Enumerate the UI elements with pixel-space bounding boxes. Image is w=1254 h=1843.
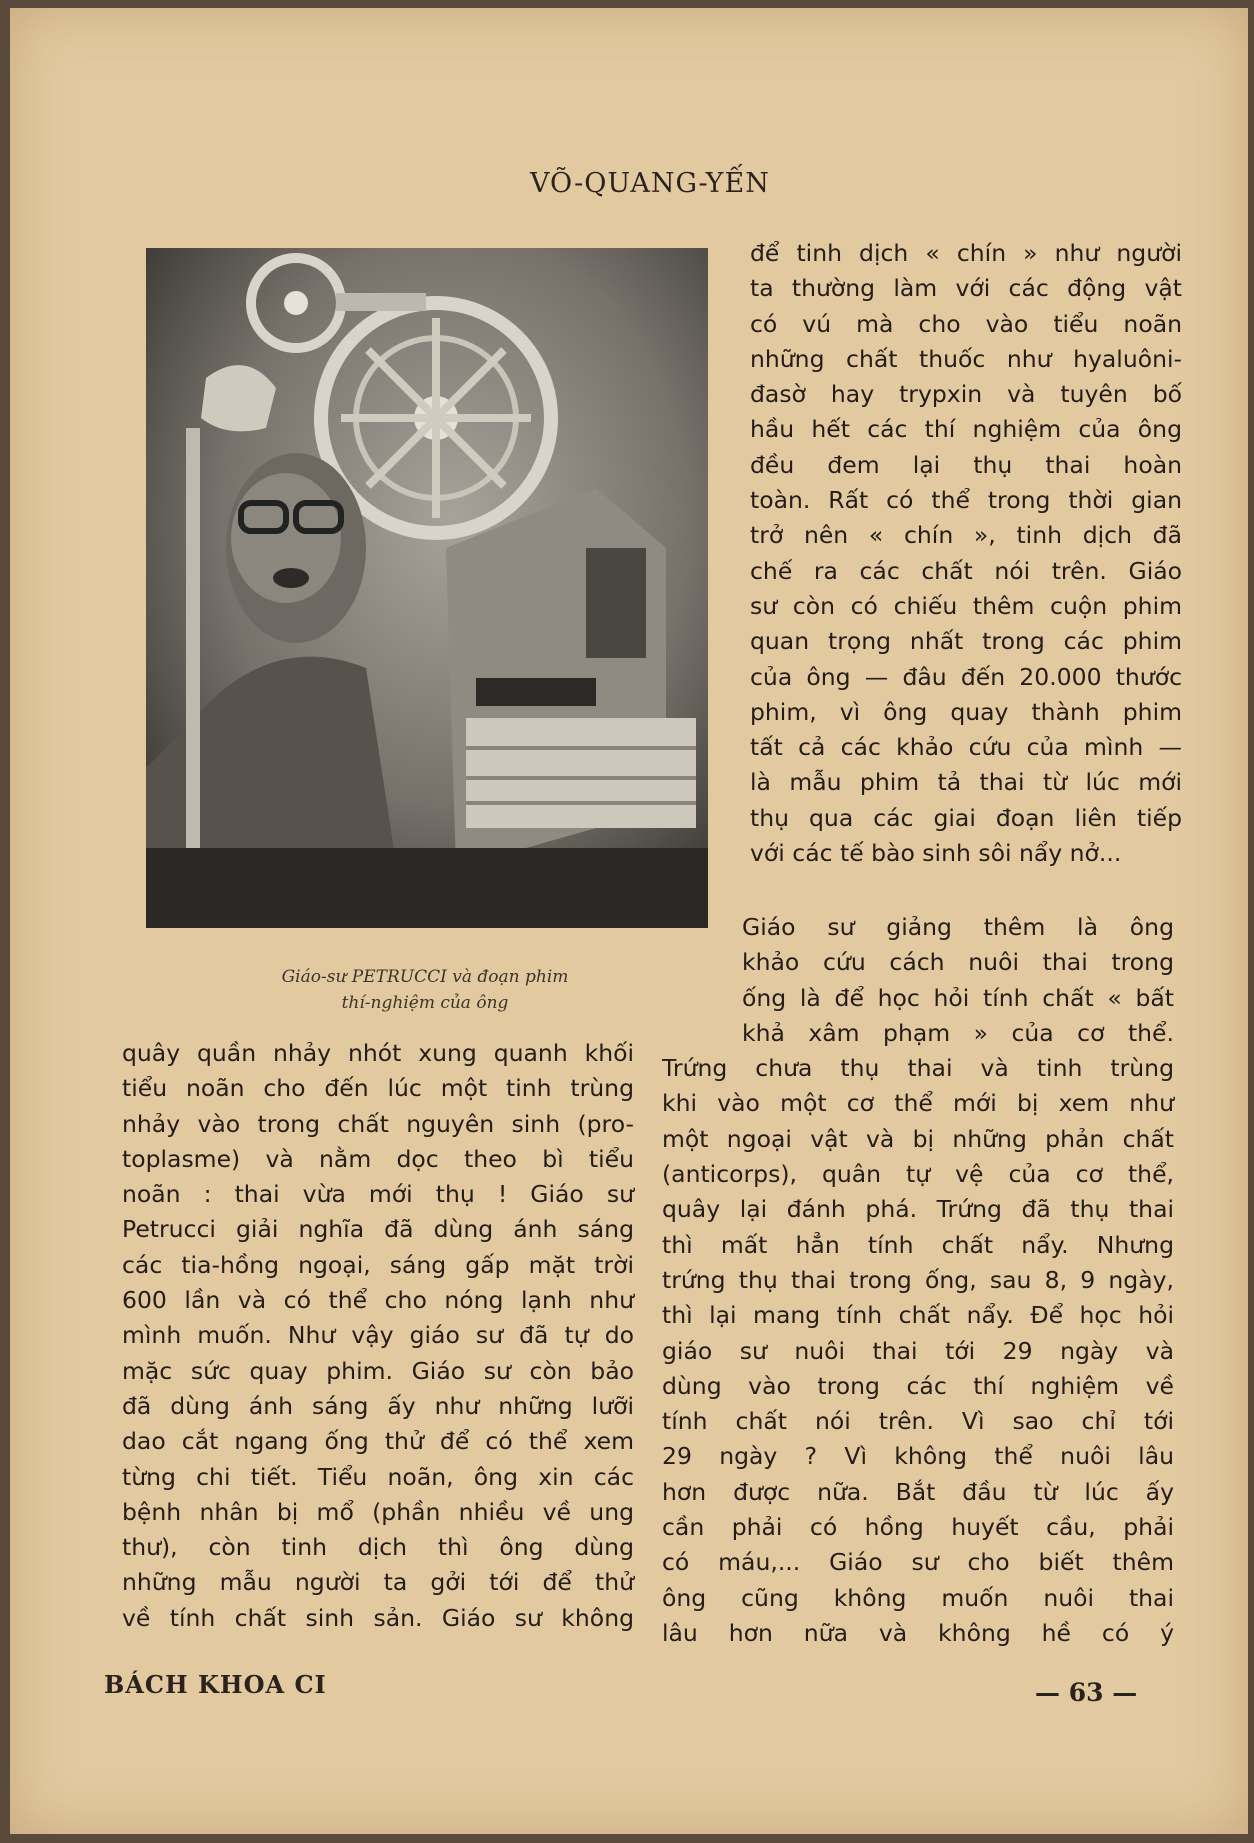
text-line: hầu hết các thí nghiệm của ông [750, 415, 1182, 444]
text-line: thụ qua các giai đoạn liên tiếp [750, 803, 1182, 832]
text-line: đã dùng ánh sáng ấy như những lưỡi [122, 1391, 634, 1420]
text-line: trứng thụ thai trong ống, sau 8, 9 ngày, [662, 1265, 1174, 1294]
magazine-name: BÁCH KHOA CI [104, 1670, 327, 1699]
text-line: dùng vào trong các thí nghiệm về [662, 1371, 1174, 1400]
text-line: noãn : thai vừa mới thụ ! Giáo sư [122, 1180, 634, 1209]
text-line: đều đem lại thụ thai hoàn [750, 450, 1182, 479]
text-line: thì lại mang tính chất nẩy. Để học hỏi [662, 1301, 1174, 1330]
text-line: khả xâm phạm » của cơ thể. [742, 1018, 1174, 1047]
text-line: về tính chất sinh sản. Giáo sư không [122, 1603, 634, 1632]
text-line: mặc sức quay phim. Giáo sư còn bảo [122, 1356, 634, 1385]
text-line: toàn. Rất có thể trong thời gian [750, 486, 1182, 515]
text-line: thì mất hẳn tính chất nẩy. Nhưng [662, 1230, 1174, 1259]
text-line: từng chi tiết. Tiểu noãn, ông xin các [122, 1462, 634, 1491]
text-line: là mẫu phim tả thai từ lúc mới [750, 768, 1182, 797]
text-line: dao cắt ngang ống thử để có thể xem [122, 1427, 634, 1456]
text-line: quây quần nhảy nhót xung quanh khối [122, 1039, 634, 1067]
text-line: giáo sư nuôi thai tới 29 ngày và [662, 1336, 1174, 1365]
text-line: Giáo sư giảng thêm là ông [742, 913, 1174, 941]
text-line: toplasme) và nằm dọc theo bì tiểu [122, 1144, 634, 1173]
text-line: quây lại đánh phá. Trứng đã thụ thai [662, 1195, 1174, 1224]
text-line: thư), còn tinh dịch thì ông dùng [122, 1533, 634, 1562]
text-line: để tinh dịch « chín » như người [750, 239, 1182, 267]
text-line: Petrucci giải nghĩa đã dùng ánh sáng [122, 1215, 634, 1244]
text-line: với các tế bào sinh sôi nẩy nở... [750, 839, 1122, 868]
text-line: các tia-hồng ngoại, sáng gấp mặt trời [122, 1250, 634, 1279]
caption-line: Giáo-sư PETRUCCI và đoạn phim [281, 967, 569, 987]
author-header: VÕ-QUANG-YẾN [530, 168, 770, 199]
text-line: 29 ngày ? Vì không thể nuôi lâu [662, 1442, 1174, 1471]
text-line: cần phải có hồng huyết cầu, phải [662, 1513, 1174, 1542]
column-left-bottom [122, 1036, 634, 1636]
text-line: trở nên « chín », tinh dịch đã [750, 521, 1182, 550]
text-line: của ông — đâu đến 20.000 thước [750, 662, 1182, 691]
text-line: mình muốn. Như vậy giáo sư đã tự do [122, 1321, 634, 1350]
text-line: hơn được nữa. Bắt đầu từ lúc ấy [662, 1477, 1174, 1506]
text-line: tính chất nói trên. Vì sao chỉ tới [662, 1407, 1174, 1436]
page-number: — 63 — [1035, 1678, 1138, 1707]
column-right-top [750, 236, 1182, 871]
photo-caption [215, 964, 635, 1016]
photo-projector [146, 248, 708, 928]
text-line: phim, vì ông quay thành phim [750, 697, 1182, 726]
caption-line: thí-nghiệm của ông [341, 993, 509, 1013]
text-line: khi vào một cơ thể mới bị xem như [662, 1089, 1174, 1118]
text-line: những mẫu người ta gởi tới để thử [122, 1568, 634, 1597]
text-line: 600 lần và có thể cho nóng lạnh như [122, 1286, 634, 1315]
text-line: bệnh nhân bị mổ (phần nhiều về ung [122, 1497, 634, 1526]
text-line: nhảy vào trong chất nguyên sinh (pro- [122, 1109, 634, 1138]
text-line: (anticorps), quân tự vệ của cơ thể, [662, 1160, 1174, 1189]
text-line: những chất thuốc như hyaluôni- [750, 344, 1182, 373]
text-line: lâu hơn nữa và không hề có ý [662, 1618, 1174, 1647]
text-line: ông cũng không muốn nuôi thai [662, 1583, 1174, 1612]
text-line: có vú mà cho vào tiểu noãn [750, 309, 1182, 338]
text-line: chế ra các chất nói trên. Giáo [750, 556, 1182, 585]
text-line: đasờ hay trypxin và tuyên bố [750, 380, 1182, 409]
text-line: ta thường làm với các động vật [750, 274, 1182, 303]
text-line: ống là để học hỏi tính chất « bất [742, 983, 1174, 1012]
text-line: một ngoại vật và bị những phản chất [662, 1124, 1174, 1153]
text-line: tiểu noãn cho đến lúc một tinh trùng [122, 1074, 634, 1103]
text-line: tất cả các khảo cứu của mình — [750, 733, 1182, 762]
text-line: sư còn có chiếu thêm cuộn phim [750, 591, 1182, 620]
text-line: khảo cứu cách nuôi thai trong [742, 948, 1174, 977]
text-line: quan trọng nhất trong các phim [750, 627, 1182, 656]
text-line: Trứng chưa thụ thai và tinh trùng [662, 1054, 1174, 1083]
magazine-page [10, 8, 1248, 1834]
column-right-bottom [662, 910, 1174, 1651]
text-line: có máu,... Giáo sư cho biết thêm [662, 1548, 1174, 1577]
